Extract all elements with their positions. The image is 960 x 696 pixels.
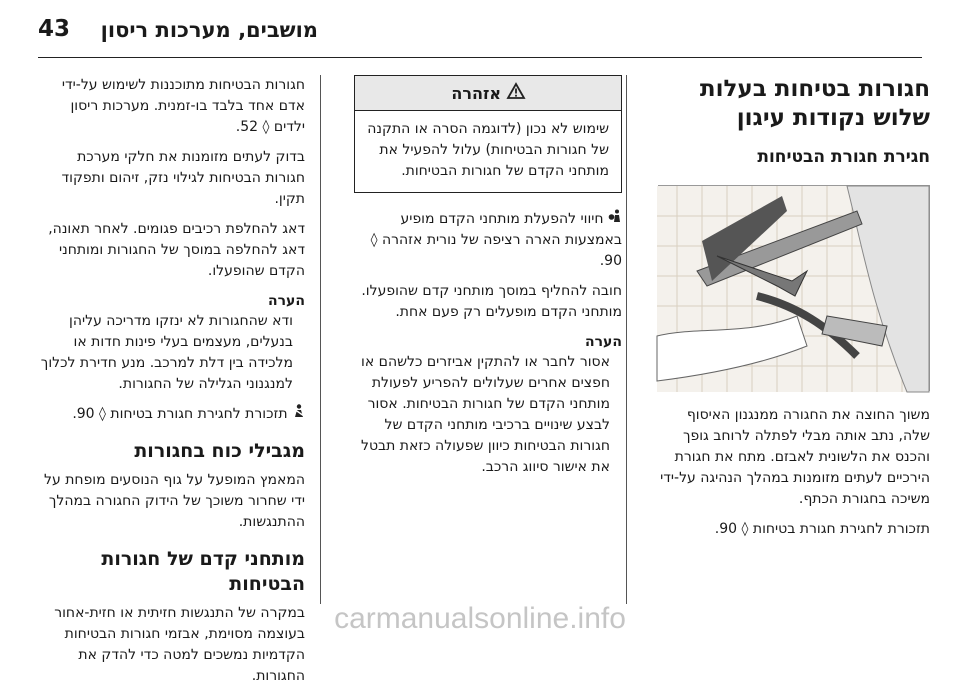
column-divider <box>320 75 321 604</box>
paragraph: חובה להחליף במוסך מותחני קדם שהופעלו. מותחני הקדם מופעלים רק פעם אחת. <box>361 283 622 320</box>
warning-text: שימוש לא נכון (לדוגמה הסרה או התקנה של חגורות הבטיחות) עלול להפעיל את מותחני הקדם של חגורות הבטיחות. <box>367 121 609 179</box>
column-middle <box>354 75 622 487</box>
note-heading: הערה <box>585 334 622 350</box>
section-heading-limiters: מגבילי כוח בחגורות <box>134 440 305 462</box>
note-text: ודא שהחגורות לא ינזקו מדריכה עליהן בנעלים, מעצמים בעלי פינות חדות או מלכידה בין דלת למרכב. מנע חדירת לכלוך למנגנוני הגלילה של החגורות. <box>40 313 293 392</box>
page-header-title: מושבים, מערכות ריסון <box>100 18 318 42</box>
paragraph: במקרה של התנגשות חזיתית או חזית-אחור בעוצמה מסוימת, אבזמי חגורות הבטיחות הקדמיות נמשכים למטה כדי להדק את החגורות. <box>54 605 305 684</box>
paragraph: תזכורת לחגירת חגורת בטיחות ◊ 90. <box>714 521 930 537</box>
watermark: carmanualsonline.info <box>334 602 626 635</box>
column-left <box>658 75 930 549</box>
reminder-text: תזכורת לחגירת חגורת בטיחות ◊ 90. <box>72 406 288 422</box>
airbag-warning-icon <box>604 211 622 227</box>
column-divider <box>626 75 627 604</box>
seatbelt-fastening-illustration <box>658 185 930 391</box>
warning-header <box>355 76 621 111</box>
seatbelt-reminder-icon <box>288 406 305 422</box>
section-subtitle: חגירת חגורת הבטיחות <box>757 147 930 167</box>
page-number: 43 <box>38 16 71 42</box>
warning-title: אזהרה <box>451 84 502 103</box>
section-heading-pretensioners: מותחני קדם של חגורות הבטיחות <box>101 548 305 595</box>
note-text: אסור לחבר או להתקין אביזרים כלשהם או חפצים אחרים שעלולים להפריע לפעולת מותחני הקדם של חגורות הבטיחות. אסור לבצע שינויים ברכיבי מותחני הקדם של חגורות הבטיחות כיוון שפעולה כזאת תבטל את אישור סיווג הרכב. <box>361 354 610 475</box>
note-heading: הערה <box>268 293 305 309</box>
indicator-text: חיווי להפעלת מותחני הקדם מופיע באמצעות הארה רציפה של נורית אזהרה ◊ 90. <box>370 211 622 269</box>
warning-triangle-icon <box>501 84 525 103</box>
paragraph: משוך החוצה את החגורה ממנגנון האיסוף שלה, נתב אותה מבלי לפתלה לרוחב גופך והכנס את הלשונית לאבזם. מתח את חגורת הירכיים לעתים מזומנות במהלך הנהיגה על-ידי משיכה בחגורת הכתף. <box>660 407 930 507</box>
warning-box <box>354 75 622 193</box>
paragraph: חגורות הבטיחות מתוכננות לשימוש על-ידי אדם אחד בלבד בו-זמנית. מערכות ריסון ילדים ◊ 52. <box>61 77 305 135</box>
paragraph-reminder <box>35 404 305 425</box>
paragraph: דאג להחלפת רכיבים פגומים. לאחר תאונה, דאג להחלפה במוסך של החגורות ומותחני הקדם שהופעלו. <box>48 221 305 279</box>
header-divider <box>38 57 922 58</box>
paragraph: בדוק לעתים מזומנות את חלקי מערכת חגורות הבטיחות לגילוי נזק, זיהום ותפקוד תקין. <box>61 149 305 207</box>
section-title: חגורות בטיחות בעלות שלוש נקודות עיגון <box>699 76 930 131</box>
paragraph-indicator <box>354 209 622 272</box>
paragraph: המאמץ המופעל על גוף הנוסעים מופחת על ידי שחרור משוכך של הידוק החגורה במהלך ההתנגשות. <box>44 472 305 530</box>
